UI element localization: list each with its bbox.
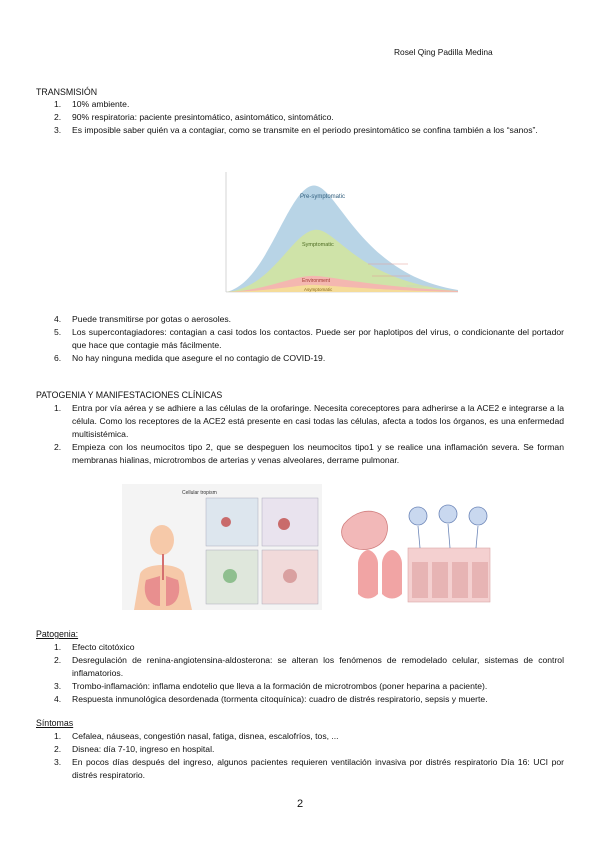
- author-name: Rosel Qing Padilla Medina: [394, 47, 493, 57]
- figure-caption: Cellular tropism: [182, 490, 217, 496]
- list-item: 4. Respuesta inmunológica desordenada (tormenta citoquínica): cuadro de distrés respiratorio, sepsis y muerte.: [54, 694, 488, 704]
- section-title-sintomas: Síntomas: [36, 718, 74, 728]
- section-title-patogenia-manifestaciones: PATOGENIA Y MANIFESTACIONES CLÍNICAS: [36, 390, 223, 400]
- presymptomatic-label: Pre-symptomatic: [300, 194, 346, 200]
- section-title-transmision: TRANSMISIÓN: [36, 87, 98, 97]
- list-item: 3. Es imposible saber quién va a contagiar, como se transmite en el periodo presintomático se confina también a los “sanos”.: [54, 125, 538, 135]
- page-number: 2: [296, 798, 304, 810]
- list-item: 5. Los supercontagiadores: contagian a casi todos los contactos. Puede ser por haplotipos del virus, o condicionante del portador que hace que contagie más fácilmente.: [54, 327, 564, 350]
- cellular-tropism-figure: [122, 484, 494, 610]
- symptomatic-label: Symptomatic: [302, 242, 334, 248]
- list-item: 2. 90% respiratoria: paciente presintomático, asintomático, sintomático.: [54, 112, 334, 122]
- environment-label: Environment: [302, 278, 331, 284]
- list-item: 3. En pocos días después del ingreso, algunos pacientes requieren ventilación invasiva por distrés respiratorio Día 16: UCI por distrés respiratorio.: [54, 757, 564, 780]
- list-item: 2. Empieza con los neumocitos tipo 2, que se despeguen los neumocitos tipo1 y se realice una inflamación severa. Se forman membranas hialinas, microtrombos de arterias y venas alveolares, derrame pulmonar.: [54, 442, 564, 465]
- list-item: 1. Cefalea, náuseas, congestión nasal, fatiga, disnea, escalofríos, tos, ...: [54, 731, 339, 741]
- list-patogenia-manifestaciones: [36, 402, 564, 467]
- head-shape: [150, 525, 174, 555]
- list-item: 1. 10% ambiente.: [54, 99, 130, 109]
- section-title-patogenia: Patogenia:: [36, 629, 79, 639]
- list-patogenia: [36, 641, 564, 706]
- list-transmision-b: [36, 313, 564, 365]
- list-item: 3. Trombo-inflamación: inflama endotelio que lleva a la formación de microtrombos (poner heparina a paciente).: [54, 681, 488, 691]
- list-item: 1. Entra por vía aérea y se adhiere a las células de la orofaringe. Necesita coreceptores para adherirse a la ACE2 e integrarse a la célula. Como los receptores de la ACE2 está presente en casi todas las células, afecta a todos los órganos, es una enfermedad multisistémica.: [54, 403, 564, 439]
- list-item: 2. Desregulación de renina-angiotensina-aldosterona: se alteran los fenómenos de remodelado celular, sistemas de control inflamatorios.: [54, 655, 564, 678]
- list-transmision-a: [36, 98, 564, 137]
- list-sintomas: [36, 730, 564, 782]
- list-item: 4. Puede transmitirse por gotas o aerosoles.: [54, 314, 232, 324]
- transmission-curve-figure: [196, 164, 468, 302]
- list-item: 2. Disnea: día 7-10, ingreso en hospital.: [54, 744, 215, 754]
- list-item: 1. Efecto citotóxico: [54, 642, 135, 652]
- asymptomatic-label: Asymptomatic: [304, 287, 333, 292]
- list-item: 6. No hay ninguna medida que asegure el no contagio de COVID-19.: [54, 353, 326, 363]
